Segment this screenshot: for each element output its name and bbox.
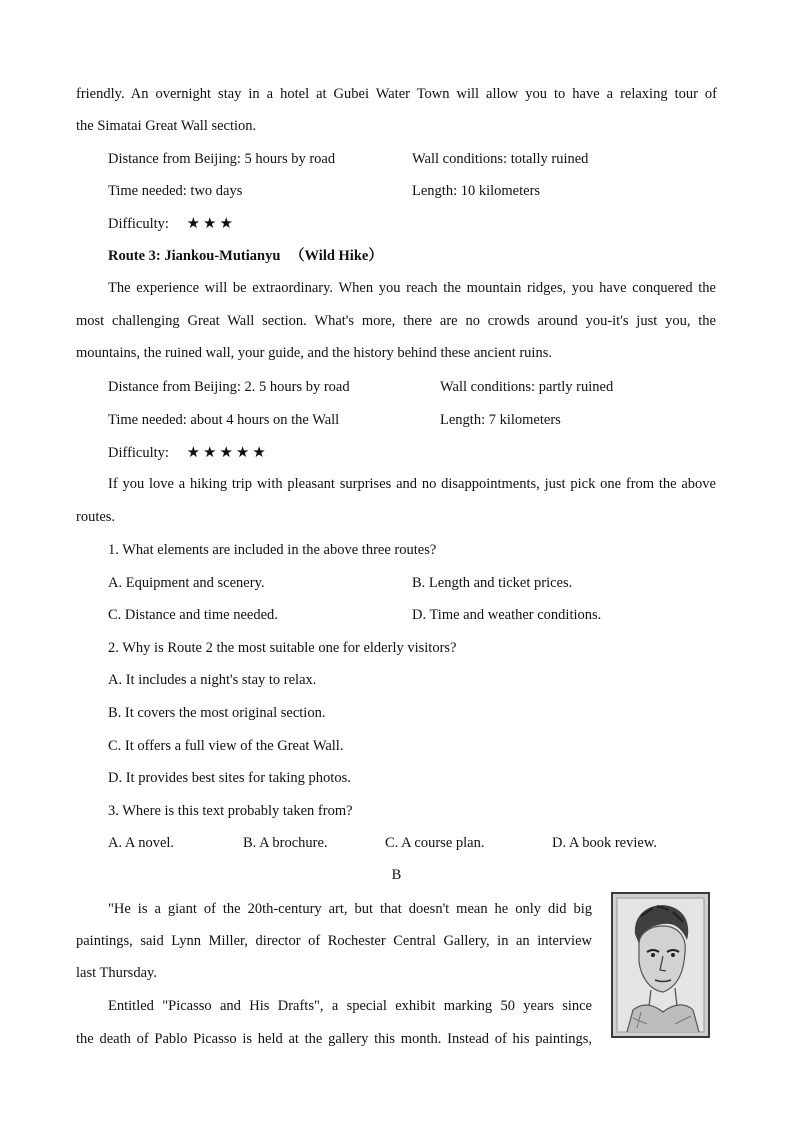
question-2-option-c: C. It offers a full view of the Great Wall. [108, 738, 344, 754]
route2-length: Length: 10 kilometers [412, 183, 541, 199]
question-1-stem: 1. What elements are included in the above three routes? [108, 542, 437, 558]
section-b-para1-line2: paintings, said Lynn Miller, director of Rochester Central Gallery, in an interview [76, 933, 592, 949]
route3-heading [108, 247, 383, 265]
picasso-portrait-image [611, 892, 710, 1038]
route3-paragraph [76, 272, 716, 370]
closing-paragraph-text: If you love a hiking trip with pleasant surprises and no disappointments, just pick one from the above routes. [76, 476, 716, 525]
route2-distance: Distance from Beijing: 5 hours by road [108, 151, 336, 167]
difficulty-stars-icon: ★★★ [186, 214, 236, 232]
question-1-option-b: B. Length and ticket prices. [412, 575, 573, 591]
section-b-heading: B [391, 867, 402, 883]
question-2-option-a: A. It includes a night's stay to relax. [108, 672, 317, 688]
question-3-stem: 3. Where is this text probably taken from? [108, 803, 353, 819]
difficulty-label: Difficulty: [108, 216, 169, 232]
section-b-para1-line3: last Thursday. [76, 965, 157, 981]
route3-heading-subtitle: （Wild Hike） [290, 248, 383, 264]
question-2-option-b: B. It covers the most original section. [108, 705, 326, 721]
portrait-sketch-icon [613, 894, 708, 1036]
route2-difficulty [108, 214, 236, 233]
route2-time-needed: Time needed: two days [108, 183, 243, 199]
question-1-option-d: D. Time and weather conditions. [412, 607, 602, 623]
question-3-option-a: A. A novel. [108, 835, 175, 851]
section-b-para2-line1: Entitled "Picasso and His Drafts", a special exhibit marking 50 years since [108, 998, 592, 1014]
difficulty-stars-icon: ★★★★★ [186, 443, 269, 461]
route2-wall-conditions: Wall conditions: totally ruined [412, 151, 589, 167]
route2-paragraph-line2: the Simatai Great Wall section. [76, 118, 257, 134]
route3-difficulty [108, 443, 269, 462]
question-1-option-c: C. Distance and time needed. [108, 607, 278, 623]
route3-length: Length: 7 kilometers [440, 412, 561, 428]
question-3-option-b: B. A brochure. [243, 835, 328, 851]
question-3-option-c: C. A course plan. [385, 835, 485, 851]
question-2-option-d: D. It provides best sites for taking photos. [108, 770, 351, 786]
route3-time-needed: Time needed: about 4 hours on the Wall [108, 412, 340, 428]
question-1-option-a: A. Equipment and scenery. [108, 575, 265, 591]
route3-distance: Distance from Beijing: 2. 5 hours by road [108, 379, 350, 395]
section-b-para1-line1: "He is a giant of the 20th-century art, but that doesn't mean he only did big [108, 901, 592, 917]
question-2-stem: 2. Why is Route 2 the most suitable one for elderly visitors? [108, 640, 457, 656]
section-b-para2-line2: the death of Pablo Picasso is held at the gallery this month. Instead of his paintings, [76, 1031, 592, 1047]
route3-heading-title: Route 3: Jiankou-Mutianyu [108, 248, 281, 264]
difficulty-label: Difficulty: [108, 445, 169, 461]
route3-paragraph-text: The experience will be extraordinary. When you reach the mountain ridges, you have conquered the most challenging Great Wall section. What's more, there are no crowds around you-it's just you, the mountains, the ruined wall, your guide, and the history behind these ancient ruins. [76, 280, 716, 361]
route2-paragraph-line1: friendly. An overnight stay in a hotel at Gubei Water Town will allow you to have a relaxing tour of [76, 86, 717, 102]
closing-paragraph [76, 468, 716, 533]
route3-wall-conditions: Wall conditions: partly ruined [440, 379, 614, 395]
question-3-option-d: D. A book review. [552, 835, 657, 851]
